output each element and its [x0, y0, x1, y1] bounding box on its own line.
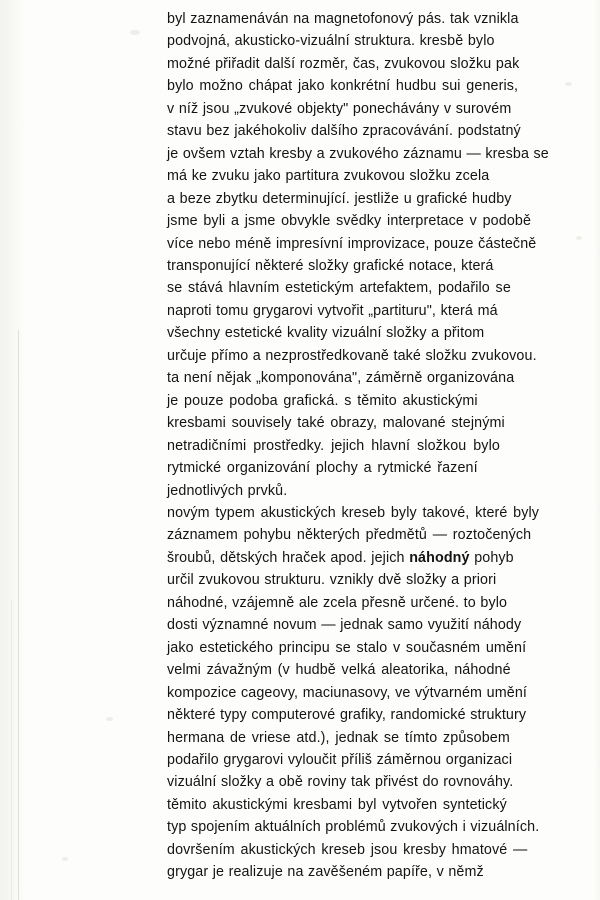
text-line: naproti tomu grygarovi vytvořit „partituru", která má	[167, 302, 498, 319]
text-line: podařilo grygarovi vyloučit příliš záměrnou organizaci	[167, 751, 513, 768]
text-line: typ spojením aktuálních problémů zvukových i vizuálních.	[167, 819, 540, 836]
scan-speck	[565, 82, 572, 86]
text-line: možné přiřadit další rozměr, čas, zvukovou složku pak	[167, 55, 520, 72]
text-line: má ke zvuku jako partitura zvukovou složku zcela	[167, 168, 490, 185]
text-line: kresbami souvisely také obrazy, malované stejnými	[167, 415, 505, 432]
scan-artifact-line-right	[594, 0, 595, 510]
text-line: těmito akustickými kresbami byl vytvořen syntetický	[167, 796, 507, 813]
body-text-column	[167, 8, 563, 884]
text-line: transponující některé složky grafické notace, která	[167, 257, 494, 274]
text-line	[167, 547, 563, 569]
text-line: dosti významné novum — jednak samo využití náhody	[167, 617, 522, 634]
text-line: některé typy computerové grafiky, randomické struktury	[167, 707, 527, 724]
text-line: určuje přímo a nezprostředkovaně také složku zvukovou.	[167, 347, 537, 364]
text-line: novým typem akustických kreseb byly takové, které byly	[167, 504, 540, 521]
text-line: bylo možno chápat jako konkrétní hudbu sui generis,	[167, 78, 519, 95]
text-line: všechny estetické kvality vizuální složky a přitom	[167, 325, 485, 342]
scan-artifact-line-left-secondary	[11, 600, 12, 900]
text-line: náhodné, vzájemně ale zcela přesně určené. to bylo	[167, 594, 508, 611]
text-line: záznamem pohybu některých předmětů — roztočených	[167, 527, 532, 544]
text-line: vizuální složky a obě roviny tak přivést do rovnováhy.	[167, 774, 514, 791]
text-line: jako estetického principu se stalo v současném umění	[167, 639, 527, 656]
scan-left-gutter	[0, 0, 26, 900]
text-line: určil zvukovou strukturu. vznikly dvě složky a priori	[167, 572, 497, 589]
text-line: se stává hlavním estetickým artefaktem, podařilo se	[167, 280, 511, 297]
text-line: dovršením akustických kreseb jsou kresby hmatové —	[167, 841, 528, 858]
text-line: hermana de vriese atd.), jednak se tímto způsobem	[167, 729, 510, 746]
text-line: jednotlivých prvků.	[167, 482, 288, 499]
text-line: netradičními prostředky. jejich hlavní složkou bylo	[167, 437, 500, 454]
scan-speck	[106, 717, 113, 721]
text-line: byl zaznamenáván na magnetofonový pás. tak vznikla	[167, 11, 519, 27]
text-run: pohyb	[469, 549, 514, 566]
text-line: je ovšem vztah kresby a zvukového záznamu — kresba se	[167, 145, 549, 162]
text-line: kompozice cageovy, maciunasovy, ve výtvarném umění	[167, 684, 527, 701]
text-line: více nebo méně impresívní improvizace, pouze částečně	[167, 235, 537, 252]
text-line: stavu bez jakéhokoliv dalšího zpracovávání. podstatný	[167, 123, 521, 140]
text-line: rytmické organizování plochy a rytmické řazení	[167, 460, 478, 477]
text-line: je pouze podoba grafická. s těmito akustickými	[167, 392, 478, 409]
text-line: grygar je realizuje na zavěšeném papíře, v němž	[167, 864, 484, 881]
text-line: jsme byli a jsme obvykle svědky interpretace v podobě	[167, 213, 532, 230]
bold-word: náhodný	[409, 549, 470, 566]
text-run: šroubů, dětských hraček apod. jejich	[167, 549, 410, 566]
scan-right-gutter	[594, 0, 600, 900]
text-line: podvojná, akusticko-vizuální struktura. kresbě bylo	[167, 33, 495, 50]
text-line: ta není nějak „komponována", záměrně organizována	[167, 370, 515, 387]
scan-artifact-line-left	[18, 330, 19, 900]
scan-speck	[130, 30, 140, 35]
scan-speck	[62, 857, 68, 861]
text-line: a beze zbytku determinující. jestliže u grafické hudby	[167, 190, 512, 207]
scan-speck	[576, 236, 582, 240]
text-line: v níž jsou „zvukové objekty" ponechávány v surovém	[167, 100, 512, 117]
text-line: velmi závažným (v hudbě velká aleatorika, náhodné	[167, 662, 511, 679]
